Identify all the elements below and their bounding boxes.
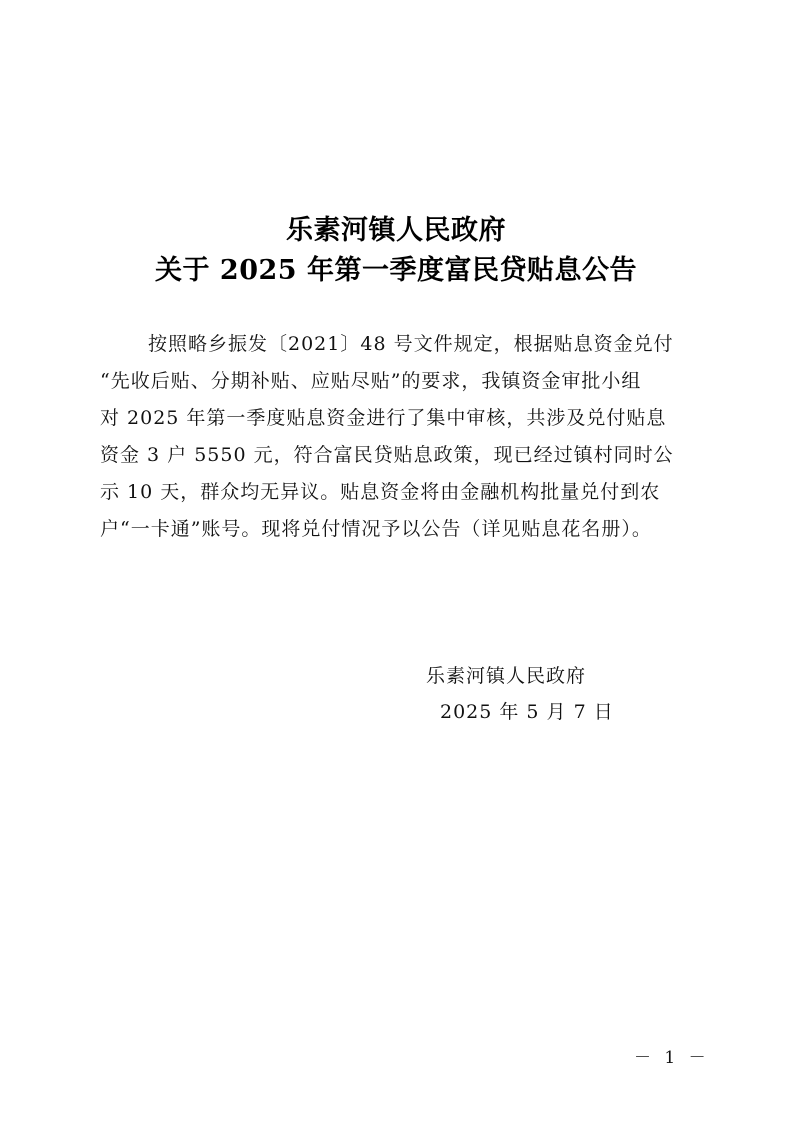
body-line: 对 2025 年第一季度贴息资金进行了集中审核，共涉及兑付贴息: [100, 407, 667, 429]
body-line: 按照略乡振发〔2021〕48 号文件规定，根据贴息资金兑付: [148, 333, 674, 355]
document-title-line-1: 乐素河镇人民政府: [286, 215, 506, 246]
body-line: 户“一卡通”账号。现将兑付情况予以公告（详见贴息花名册）。: [100, 518, 652, 540]
document-title-line-2: 关于 2025 年第一季度富民贷贴息公告: [155, 255, 637, 286]
signature-organization: 乐素河镇人民政府: [426, 665, 587, 687]
page-number: － 1 －: [634, 1048, 710, 1068]
body-line: “先收后贴、分期补贴、应贴尽贴”的要求，我镇资金审批小组: [100, 370, 642, 392]
signature-date: 2025 年 5 月 7 日: [440, 701, 614, 723]
body-line: 示 10 天，群众均无异议。贴息资金将由金融机构批量兑付到农: [100, 481, 661, 503]
body-line: 资金 3 户 5550 元，符合富民贷贴息政策，现已经过镇村同时公: [100, 444, 674, 466]
